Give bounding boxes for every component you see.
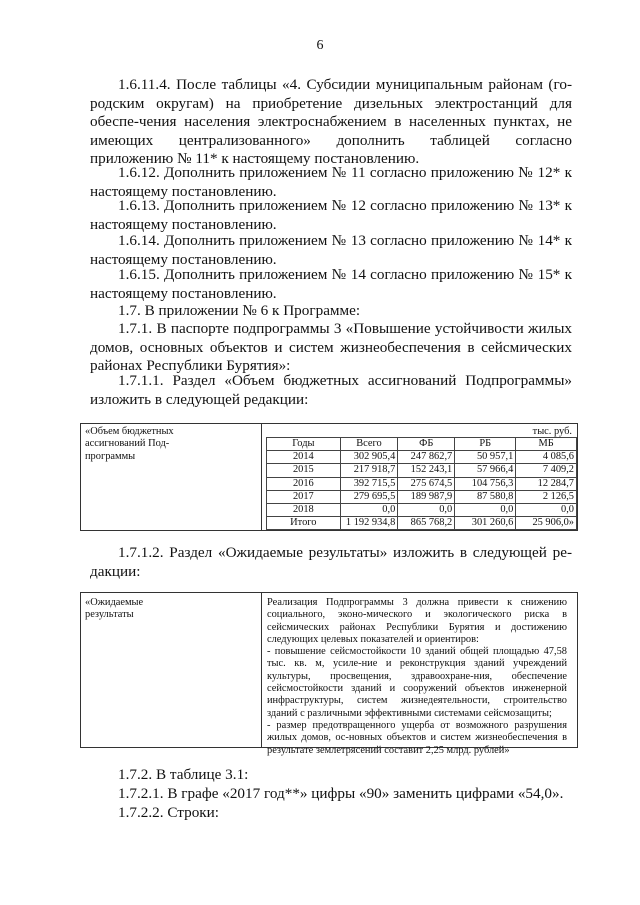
table-cell: 0,0 bbox=[398, 504, 455, 517]
table-cell: 2015 bbox=[267, 464, 341, 477]
table-cell: 247 862,7 bbox=[398, 451, 455, 464]
table-cell: 2018 bbox=[267, 504, 341, 517]
table-cell: 57 966,4 bbox=[455, 464, 516, 477]
table-cell: 12 284,7 bbox=[516, 477, 577, 490]
table-cell: 2016 bbox=[267, 477, 341, 490]
table-cell: 392 715,5 bbox=[340, 477, 398, 490]
expected-results-content bbox=[267, 597, 567, 757]
header-cell: Годы bbox=[267, 438, 341, 451]
column-divider bbox=[261, 593, 262, 747]
table-cell: 4 085,6 bbox=[516, 451, 577, 464]
table-cell: 302 905,4 bbox=[340, 451, 398, 464]
paragraph-1-7-1-1 bbox=[90, 372, 572, 409]
paragraph-first-line: 1.7.2. В таблице 3.1: bbox=[118, 766, 249, 783]
column-divider bbox=[261, 424, 262, 530]
budget-table bbox=[80, 423, 578, 531]
page-number: 6 bbox=[316, 38, 324, 53]
paragraph-first-line: 1.7.1. В паспорте подпрограммы 3 «Повышение устойчивости жилых bbox=[118, 320, 572, 337]
table-row bbox=[267, 464, 577, 477]
paragraph-first-line: 1.6.12. Дополнить приложением № 11 согласно приложению № 12* к bbox=[118, 164, 572, 181]
table-row bbox=[267, 504, 577, 517]
table-row bbox=[267, 490, 577, 503]
results-line: Реализация Подпрограммы 3 должна привести к снижению социального, эконо-мического и экологического риска в сейсмических районах Республики Бурятия и достижению следующих целевых показателей и ориентиров: bbox=[267, 597, 567, 645]
paragraph-rest: настоящему постановлению. bbox=[90, 182, 277, 200]
paragraph-first-line: 1.7.1.1. Раздел «Объем бюджетных ассигнований Подпрограммы» bbox=[118, 372, 572, 389]
table-cell: 25 906,0» bbox=[516, 517, 577, 530]
table-cell: 0,0 bbox=[455, 504, 516, 517]
table-row bbox=[267, 451, 577, 464]
paragraph-rest: настоящему постановлению. bbox=[90, 215, 277, 233]
paragraph-1-7 bbox=[90, 302, 572, 321]
paragraph-rest: настоящему постановлению. bbox=[90, 250, 277, 268]
table-cell: 152 243,1 bbox=[398, 464, 455, 477]
table-cell: 2017 bbox=[267, 490, 341, 503]
budget-grid bbox=[266, 437, 577, 530]
header-cell: РБ bbox=[455, 438, 516, 451]
table-cell: 87 580,8 bbox=[455, 490, 516, 503]
table-cell: 50 957,1 bbox=[455, 451, 516, 464]
table-cell: 7 409,2 bbox=[516, 464, 577, 477]
table-cell: 301 260,6 bbox=[455, 517, 516, 530]
paragraph-first-line: 1.6.13. Дополнить приложением № 12 согласно приложению № 13* к bbox=[118, 197, 572, 214]
paragraph-1-7-1-2 bbox=[90, 544, 572, 581]
table-cell: 865 768,2 bbox=[398, 517, 455, 530]
header-cell: ФБ bbox=[398, 438, 455, 451]
results-line: - повышение сейсмостойкости 10 зданий общей площадью 47,58 тыс. кв. м, усиле-ние и реконструкция зданий учреждений культуры, просвещения, здравоохране-ния, обеспечение сейсмостойкости зданий и сооружений объектов инженерной инфраструктуры, систем жизнедеятельности, строительство зданий с различными эффективными системами сейсмозащиты; bbox=[267, 646, 567, 719]
paragraph-1-7-2-1 bbox=[90, 785, 572, 804]
paragraph-first-line: 1.6.11.4. После таблицы «4. Субсидии муниципальным районам (го- bbox=[118, 76, 572, 93]
paragraph-1-6-14 bbox=[90, 232, 572, 269]
header-cell: Всего bbox=[340, 438, 398, 451]
paragraph-rest: настоящему постановлению. bbox=[90, 284, 277, 302]
table-cell: 1 192 934,8 bbox=[340, 517, 398, 530]
paragraph-1-6-11-4 bbox=[90, 76, 572, 169]
paragraph-first-line: 1.7.2.1. В графе «2017 год**» цифры «90» заменить цифрами «54,0». bbox=[118, 785, 564, 802]
paragraph-first-line: 1.7.1.2. Раздел «Ожидаемые результаты» изложить в следующей ре- bbox=[118, 544, 572, 561]
paragraph-rest: родским округам) на приобретение дизельных электростанций для обеспе-чения населения электроснабжением в населенных пунктах, не имеющих централизованного» дополнить таблицей согласно приложению № 11* к настоящему постановлению. bbox=[90, 94, 572, 168]
paragraph-1-6-15 bbox=[90, 266, 572, 303]
paragraph-1-7-2-2 bbox=[90, 804, 572, 823]
paragraph-1-6-13 bbox=[90, 197, 572, 234]
table-cell: 0,0 bbox=[516, 504, 577, 517]
paragraph-rest: изложить в следующей редакции: bbox=[90, 390, 309, 408]
paragraph-1-6-12 bbox=[90, 164, 572, 201]
table-cell: 0,0 bbox=[340, 504, 398, 517]
paragraph-first-line: 1.6.15. Дополнить приложением № 14 согласно приложению № 15* к bbox=[118, 266, 572, 283]
paragraph-1-7-2 bbox=[90, 766, 572, 785]
budget-table-label: «Объем бюджетных ассигнований Под-программы bbox=[85, 426, 174, 462]
budget-table-unit: тыс. руб. bbox=[532, 426, 572, 437]
table-cell: Итого bbox=[267, 517, 341, 530]
paragraph-first-line: 1.7. В приложении № 6 к Программе: bbox=[118, 302, 361, 319]
table-cell: 217 918,7 bbox=[340, 464, 398, 477]
table-cell: 2 126,5 bbox=[516, 490, 577, 503]
paragraph-1-7-1 bbox=[90, 320, 572, 376]
table-cell: 104 756,3 bbox=[455, 477, 516, 490]
paragraph-first-line: 1.7.2.2. Строки: bbox=[118, 804, 220, 821]
expected-results-label: «Ожидаемые результаты bbox=[85, 597, 144, 621]
expected-results-table bbox=[80, 592, 578, 756]
paragraph-rest: дакции: bbox=[90, 562, 141, 580]
table-cell: 2014 bbox=[267, 451, 341, 464]
table-cell: 275 674,5 bbox=[398, 477, 455, 490]
table-cell: 279 695,5 bbox=[340, 490, 398, 503]
table-cell: 189 987,9 bbox=[398, 490, 455, 503]
paragraph-first-line: 1.6.14. Дополнить приложением № 13 согласно приложению № 14* к bbox=[118, 232, 572, 249]
results-line: - размер предотвращенного ущерба от возможного разрушения жилых домов, ос-новных объектов и систем жизнеобеспечения в результате землетрясений составит 2,25 млрд. рублей» bbox=[267, 719, 567, 756]
paragraph-rest: домов, основных объектов и систем жизнеобеспечения в сейсмических районах Республики Бурятия»: bbox=[90, 338, 572, 375]
table-row bbox=[267, 477, 577, 490]
table-row bbox=[267, 517, 577, 530]
header-cell: МБ bbox=[516, 438, 577, 451]
table-header-row bbox=[267, 438, 577, 451]
